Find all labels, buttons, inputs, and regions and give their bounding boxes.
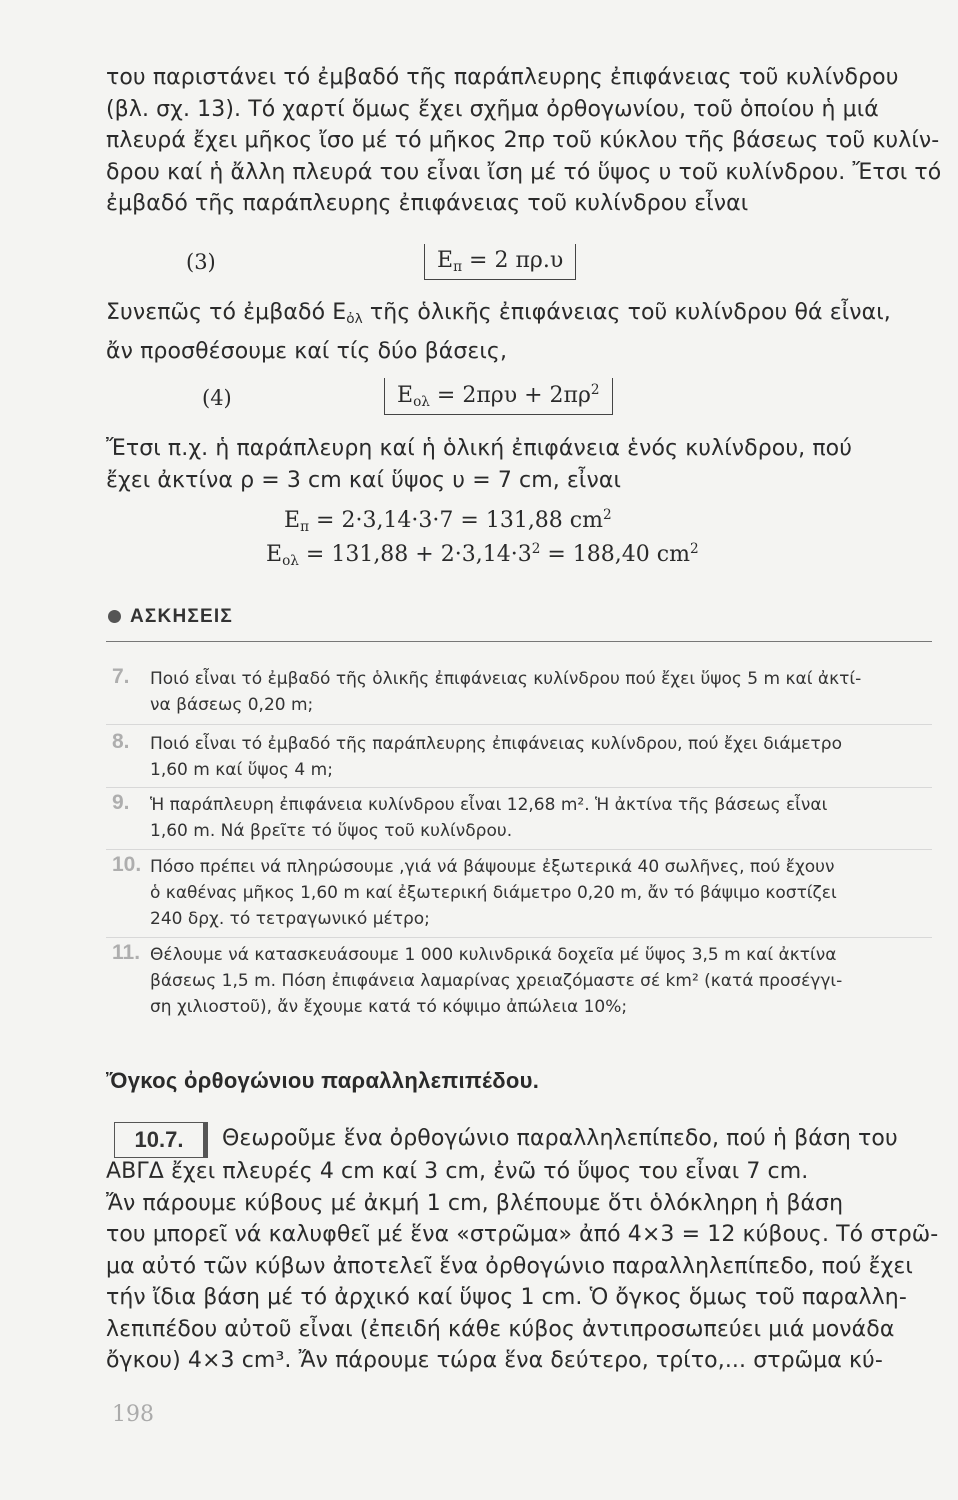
text-line: Θέλουμε νά κατασκευάσουμε 1 000 κυλινδρικά δοχεῖα μέ ὕψος 3,5 m καί ἀκτίνα (150, 945, 837, 965)
exercise-item (112, 790, 934, 846)
exercise-text (150, 942, 934, 1020)
section-heading: Ὄγκος ὀρθογώνιου παραλληλεπιπέδου. (106, 1068, 540, 1093)
subscript: ὀλ (346, 311, 363, 327)
equation-subscript: ολ (282, 553, 299, 569)
exercises-heading (108, 606, 233, 628)
section-first-line (222, 1123, 936, 1155)
formula-lhs: E (437, 248, 454, 273)
exercise-number: 7. (112, 665, 130, 688)
text-line (106, 297, 936, 336)
text-line: 1,60 m καί ὕψος 4 m; (150, 760, 333, 780)
text-line: Θεωροῦμε ἕνα ὀρθογώνιο παραλληλεπίπεδο, πού ἡ βάση του (222, 1126, 898, 1151)
exercise-text (150, 854, 934, 932)
equation-subscript: π (300, 519, 310, 535)
text-line: 240 δρχ. τό τετραγωνικό μέτρο; (150, 909, 430, 929)
text-line: Ποιό εἶναι τό ἐμβαδό τῆς παράπλευρης ἐπιφάνειας κυλίνδρου, πού ἔχει διάμετρο (150, 734, 842, 754)
exercise-text (150, 666, 934, 718)
bullet-icon (108, 610, 121, 623)
text-line: του παριστάνει τό ἐμβαδό τῆς παράπλευρης ἐπιφάνειας τοῦ κυλίνδρου (106, 65, 899, 90)
exercise-text (150, 792, 934, 844)
middle-paragraph (106, 297, 936, 367)
text-line: μα αὐτό τῶν κύβων ἀποτελεῖ ἕνα ὀρθογώνιο παραλληλεπίπεδο, πού ἔχει (106, 1253, 913, 1279)
exercise-number: 9. (112, 791, 130, 814)
formula-rhs: = 2 πρ.υ (462, 248, 564, 273)
exercise-separator (106, 724, 932, 725)
text-line: Πόσο πρέπει νά πληρώσουμε ,γιά νά βάψουμε ἐξωτερικά 40 σωλῆνες, πού ἔχουν (150, 857, 835, 877)
equation-rhs: = 131,88 + 2·3,14·3 (298, 542, 532, 567)
exercise-number: 10. (112, 853, 142, 876)
exercise-separator (106, 937, 932, 938)
text-line: να βάσεως 0,20 m; (150, 695, 314, 715)
exercises-heading-text: ΑΣΚΗΣΕΙΣ (130, 606, 233, 627)
text-line: ΑΒΓΔ ἔχει πλευρές 4 cm καί 3 cm, ἐνῶ τό ὕψος του εἶναι 7 cm. (106, 1159, 809, 1184)
text-line: Ποιό εἶναι τό ἐμβαδό τῆς ὁλικῆς ἐπιφάνειας κυλίνδρου πού ἔχει ὕψος 5 m καί ἀκτί- (150, 669, 862, 689)
example-equation-2 (266, 541, 699, 569)
exercise-number: 8. (112, 730, 130, 753)
section-body (106, 1156, 939, 1377)
heading-rule (106, 641, 932, 642)
exercise-item (112, 729, 934, 785)
text-line: ση χιλιοστοῦ), ἄν ἔχουμε κατά τό κόψιμο ἀπώλεια 10%; (150, 997, 628, 1017)
text-line: Ἡ παράπλευρη ἐπιφάνεια κυλίνδρου εἶναι 12,68 m². Ἡ ἀκτίνα τῆς βάσεως εἶναι (150, 795, 828, 815)
text-line: 1,60 m. Νά βρεῖτε τό ὕψος τοῦ κυλίνδρου. (150, 821, 513, 841)
formula-box (384, 378, 613, 415)
equation-lhs: E (266, 542, 283, 567)
formula-rhs: = 2πρυ + 2πρ (429, 383, 591, 408)
text-line: δρου καί ἡ ἄλλη πλευρά του εἶναι ἴση μέ τό ὕψος υ τοῦ κυλίνδρου. Ἔτσι τό (106, 159, 942, 185)
intro-paragraph (106, 62, 942, 220)
text-line: (βλ. σχ. 13). Τό χαρτί ὅμως ἔχει σχῆμα ὀρθογωνίου, τοῦ ὁποίου ἡ μιά (106, 96, 879, 122)
formula-3 (106, 242, 936, 286)
equation-lhs: E (284, 508, 301, 533)
text-line: Ἄν πάρουμε κύβους μέ ἀκμή 1 cm, βλέπουμε ὅτι ὁλόκληρη ἡ βάση (106, 1190, 844, 1216)
formula-lhs: E (397, 383, 414, 408)
formula-lhs-subscript: π (453, 259, 463, 275)
exercise-text (150, 731, 934, 783)
equation-rhs: = 188,40 cm (540, 542, 690, 567)
text-line: Ἔτσι π.χ. ἡ παράπλευρη καί ἡ ὁλική ἐπιφάνεια ἑνός κυλίνδρου, πού (106, 436, 853, 461)
exercise-separator (106, 787, 932, 788)
text-line: τήν ἴδια βάση μέ τό ἀρχικό καί ὕψος 1 cm. Ὁ ὄγκος ὅμως τοῦ παραλλη- (106, 1285, 907, 1310)
text-line: ἐμβαδό τῆς παράπλευρης ἐπιφάνειας τοῦ κυλίνδρου εἶναι (106, 191, 749, 216)
text-line: του μπορεῖ νά καλυφθεῖ μέ ἕνα «στρῶμα» ἀπό 4×3 = 12 κύβους. Τό στρῶ- (106, 1222, 939, 1247)
example-paragraph (106, 433, 936, 496)
equation-superscript: 2 (602, 507, 612, 523)
exercise-item (112, 664, 934, 720)
text-line: βάσεως 1,5 m. Πόση ἐπιφάνεια λαμαρίνας χρειαζόμαστε σέ km² (κατά προσέγγι- (150, 971, 843, 991)
formula-lhs-subscript: ολ (413, 394, 430, 410)
text-line: λεπιπέδου αὐτοῦ εἶναι (ἐπειδή κάθε κύβος ἀντιπροσωπεύει μιά μονάδα (106, 1316, 895, 1342)
text-line: ὄγκου) 4×3 cm³. Ἄν πάρουμε τώρα ἕνα δεύτερο, τρίτο,... στρῶμα κύ- (106, 1348, 883, 1373)
exercise-number: 11. (112, 941, 141, 964)
equation-superscript: 2 (689, 541, 699, 557)
section-number: 10.7. (114, 1122, 208, 1158)
formula-4 (106, 378, 936, 422)
text-line: ὁ καθένας μῆκος 1,60 m καί ἐξωτερική διάμετρο 0,20 m, ἄν τό βάψιμο κοστίζει (150, 883, 837, 903)
exercise-separator (106, 849, 932, 850)
text-line: πλευρά ἔχει μῆκος ἴσο μέ τό μῆκος 2πρ τοῦ κύκλου τῆς βάσεως τοῦ κυλίν- (106, 128, 940, 153)
formula-box (424, 244, 576, 280)
text-segment: Συνεπῶς τό ἐμβαδό E (106, 300, 347, 325)
text-line: ἄν προσθέσουμε καί τίς δύο βάσεις, (106, 338, 508, 364)
exercise-item (112, 852, 934, 934)
exercise-item (112, 940, 934, 1022)
equation-superscript: 2 (531, 541, 541, 557)
text-line: ἔχει ἀκτίνα ρ = 3 cm καί ὕψος υ = 7 cm, εἶναι (106, 467, 622, 493)
text-segment: τῆς ὁλικῆς ἐπιφάνειας τοῦ κυλίνδρου θά εἶναι, (362, 300, 891, 325)
equation-rhs: = 2·3,14·3·7 = 131,88 cm (309, 508, 603, 533)
equation-number: (4) (202, 386, 232, 410)
example-equation-1 (284, 507, 612, 535)
formula-superscript: 2 (590, 382, 600, 398)
page-number: 198 (112, 1402, 154, 1427)
equation-number: (3) (186, 250, 216, 274)
